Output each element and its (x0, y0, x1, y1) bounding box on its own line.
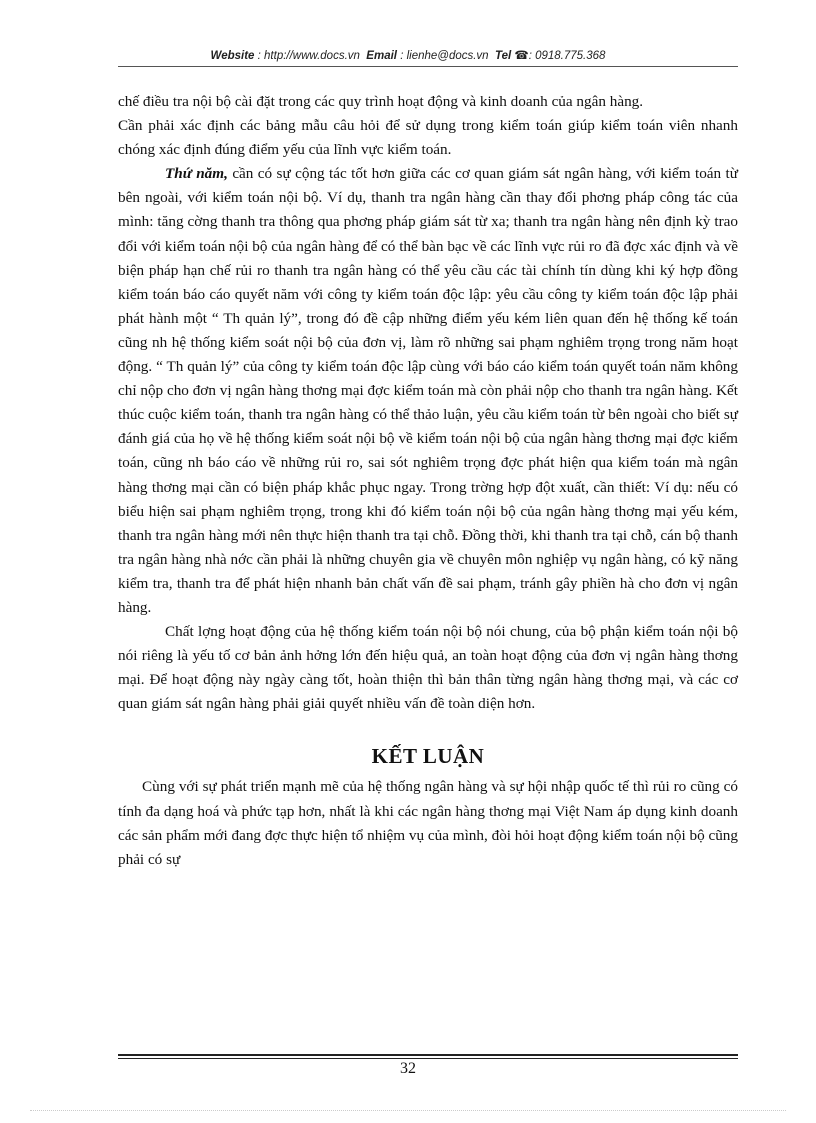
website-label: Website (210, 50, 255, 62)
tel-value: : 0918.775.368 (528, 50, 606, 62)
tel-label: Tel (494, 50, 512, 62)
conclusion-heading: KẾT LUẬN (371, 744, 485, 769)
paragraph-3 (118, 162, 738, 620)
footer-divider-thick (118, 1054, 738, 1056)
page-bottom-border (30, 1110, 786, 1111)
footer-divider-thin (118, 1058, 738, 1059)
paragraph-2: Cần phải xác định các bảng mẫu câu hỏi để sử dụng trong kiểm toán giúp kiểm toán viên nhanh chóng xác định đúng điểm yếu của lĩnh vực kiểm toán. (118, 117, 738, 159)
paragraph-3-text: cần có sự cộng tác tốt hơn giữa các cơ quan giám sát ngân hàng, với kiểm toán từ bên ngoài, với kiểm toán nội bộ. Ví dụ, thanh tra ngân hàng cần thay đổi phơng pháp công tác của mình: tăng cờng thanh tra thông qua phơng pháp giám sát từ xa; thanh tra ngân hàng nên định kỳ trao đổi với kiểm toán nội bộ của ngân hàng để có thể bàn bạc về các lĩnh vực rủi ro đã đợc xác định và về biện pháp hạn chế rủi ro thanh tra ngân hàng có thể yêu cầu các tài chính tín dùng khi ký hợp đồng kiểm toán báo cáo quyết năm với công ty kiểm toán độc lập: yêu cầu công ty kiểm toán độc lập phải phát hành một “ Th quản lý”, trong đó đề cập những điểm yếu kém liên quan đến hệ thống kế toán cũng nh hệ thống kiểm soát nội bộ của đơn vị, làm rõ những sai phạm nghiêm trọng trong năm hoạt động. “ Th quản lý” của công ty kiểm toán độc lập cùng với báo cáo kiểm toán quyết toán năm không chỉ nộp cho đơn vị ngân hàng thơng mại đợc kiểm toán mà còn phải nộp cho thanh tra ngân hàng. Kết thúc cuộc kiểm toán, thanh tra ngân hàng có thể thảo luận, yêu cầu kiểm toán từ bên ngoài cho biết sự đánh giá của họ về hệ thống kiểm soát nội bộ về kiểm toán nội bộ của ngân hàng thơng mại đợc kiểm toán, cũng nh báo cáo về những rủi ro, sai sót nghiêm trọng đợc phát hiện qua kiểm toán mà ngân hàng thơng mại cần có biện pháp khắc phục ngay. Trong trờng hợp đột xuất, cần thiết: Ví dụ: nếu có biểu hiện sai phạm nghiêm trọng, trong khi đó kiểm toán nội bộ của ngân hàng thơng mại yếu kém, thanh tra ngân hàng mới nên thực hiện thanh tra tại chỗ. Đồng thời, khi thanh tra tại chỗ, cán bộ thanh tra ngân hàng nhà nớc cần phải là những chuyên gia về chuyên môn nghiệp vụ ngân hàng, có kỹ năng kiểm tra, thanh tra để phát hiện nhanh bản chất vấn đề sai phạm, tránh gây phiền hà cho đơn vị ngân hàng. (118, 165, 738, 616)
document-body (118, 90, 738, 872)
website-value: : http://www.docs.vn (257, 50, 360, 62)
page-header (0, 48, 816, 62)
page-number: 32 (400, 1060, 416, 1077)
email-label: Email (366, 50, 397, 62)
email-value: : lienhe@docs.vn (400, 50, 489, 62)
phone-icon: ☎ (514, 50, 529, 62)
emphasis-thu-nam: Thứ năm, (165, 165, 228, 183)
header-divider (118, 66, 738, 67)
paragraph-4: Chất lợng hoạt động của hệ thống kiểm toán nội bộ nói chung, của bộ phận kiểm toán nội bộ nói riêng là yếu tố cơ bản ảnh hởng lớn đến hiệu quả, an toàn hoạt động của đơn vị ngân hàng thơng mại. Để hoạt động này ngày càng tốt, hoàn thiện thì bản thân từng ngân hàng thơng mại, và các cơ quan giám sát ngân hàng phải giải quyết nhiều vấn đề toàn diện hơn. (118, 623, 738, 713)
conclusion-paragraph: Cùng với sự phát triển mạnh mẽ của hệ thống ngân hàng và sự hội nhập quốc tế thì rủi ro cũng có tính đa dạng hoá và phức tạp hơn, nhất là khi các ngân hàng thơng mại Việt Nam áp dụng kinh doanh các sản phẩm mới đang đợc thực hiện tổ nhiệm vụ của mình, đòi hỏi hoạt động kiểm toán nội bộ cũng phải có sự (118, 778, 738, 868)
paragraph-1: chế điều tra nội bộ cài đặt trong các quy trình hoạt động và kinh doanh của ngân hàng. (118, 93, 644, 110)
